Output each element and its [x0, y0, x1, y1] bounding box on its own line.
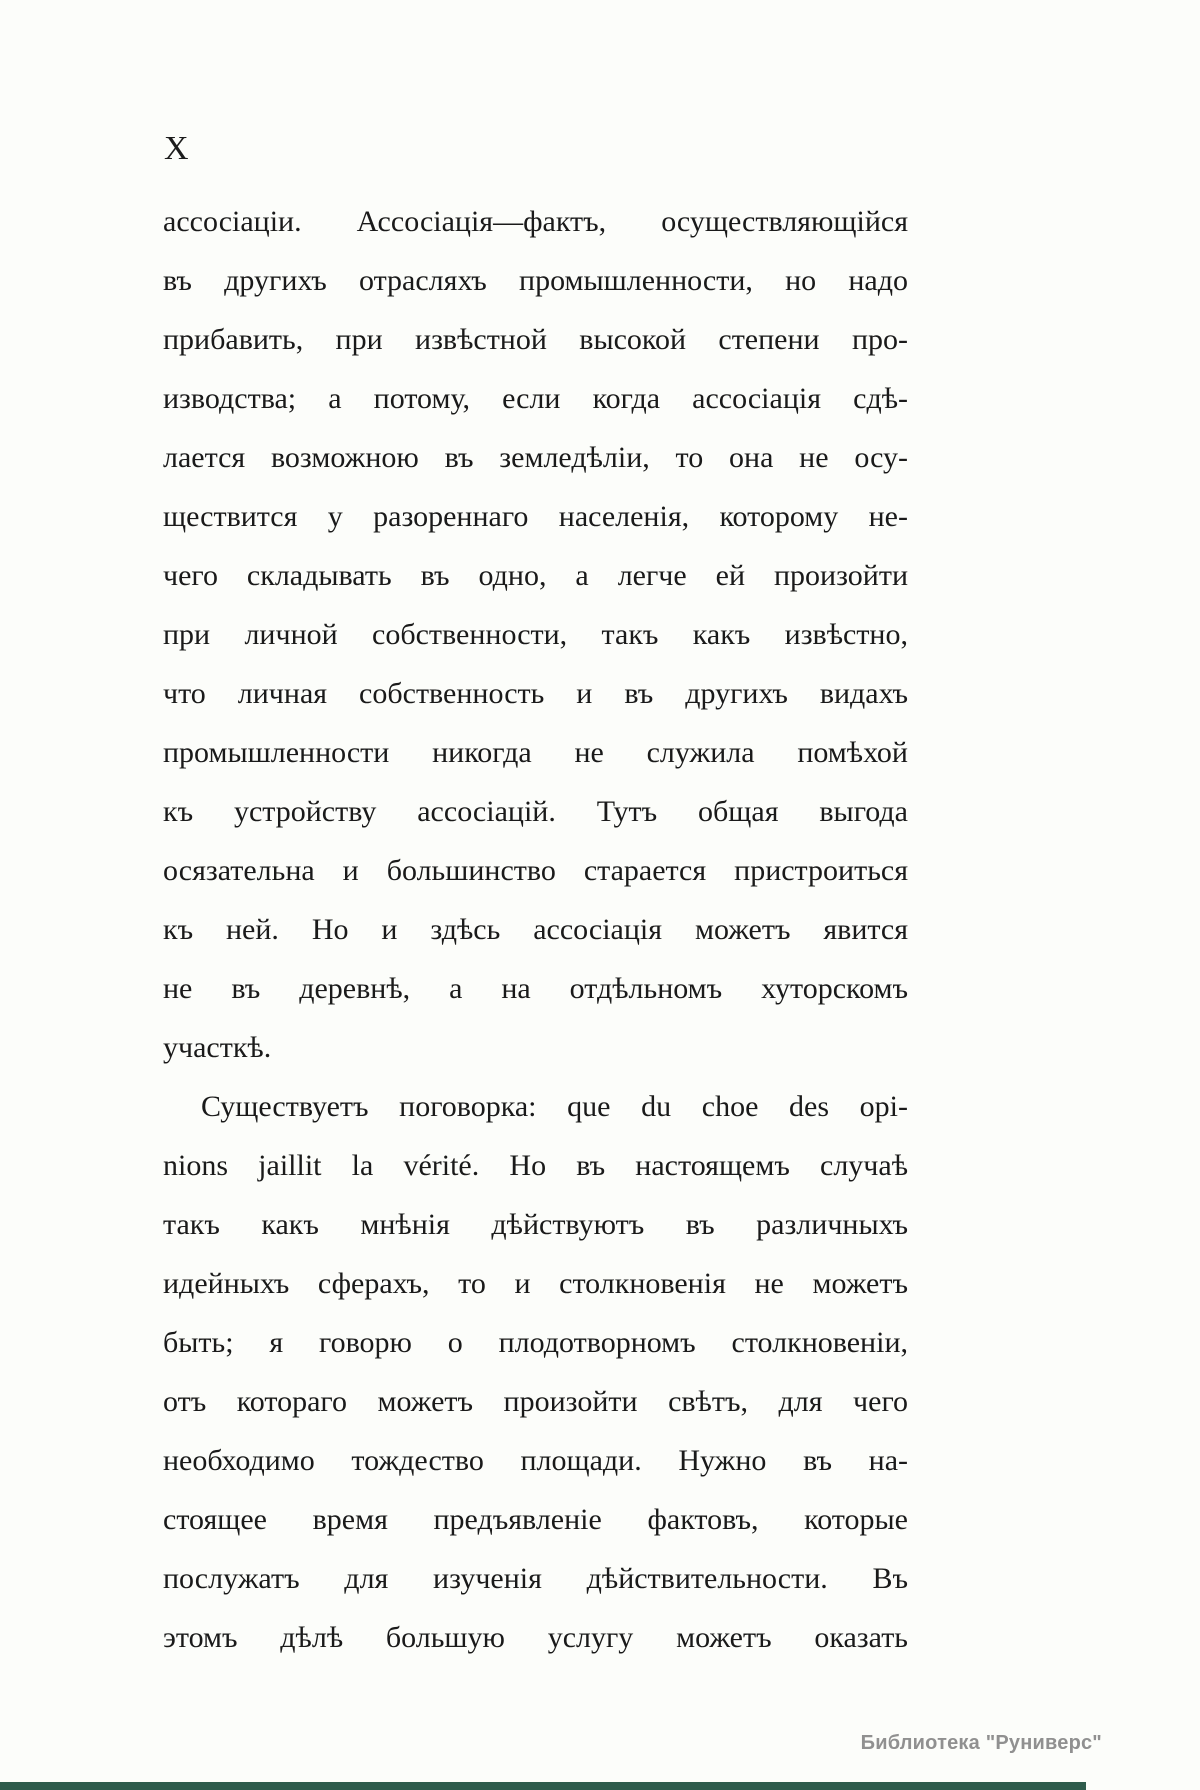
text-line: изводства; а потому, если когда ассосіація сдѣ- [163, 382, 908, 415]
page-number: X [164, 130, 189, 167]
text-line: осязательна и большинство старается пристроиться [163, 854, 908, 887]
text-line: что личная собственность и въ другихъ видахъ [163, 677, 908, 710]
text-line: необходимо тождество площади. Нужно въ на- [163, 1444, 908, 1477]
page-text-block [163, 192, 908, 1667]
text-line: промышленности никогда не служила помѣхой [163, 736, 908, 769]
text-line: лается возможною въ земледѣліи, то она не осу- [163, 441, 908, 474]
text-line: этомъ дѣлѣ большую услугу можетъ оказать [163, 1621, 908, 1654]
text-line: быть; я говорю о плодотворномъ столкновеніи, [163, 1326, 908, 1359]
text-line: прибавить, при извѣстной высокой степени про- [163, 323, 908, 356]
text-line: ассосіаціи. Ассосіація—фактъ, осуществляющійся [163, 205, 908, 238]
text-line: чего складывать въ одно, а легче ей произойти [163, 559, 908, 592]
text-line: въ другихъ отрасляхъ промышленности, но надо [163, 264, 908, 297]
text-line: такъ какъ мнѣнія дѣйствуютъ въ различныхъ [163, 1208, 908, 1241]
text-line: стоящее время предъявленіе фактовъ, которые [163, 1503, 908, 1536]
text-line: къ устройству ассосіацій. Тутъ общая выгода [163, 795, 908, 828]
text-line: при личной собственности, такъ какъ извѣстно, [163, 618, 908, 651]
text-line: ществится у разореннаго населенія, которому не- [163, 500, 908, 533]
text-line: послужатъ для изученія дѣйствительности. Въ [163, 1562, 908, 1595]
text-line: къ ней. Но и здѣсь ассосіація можетъ явится [163, 913, 908, 946]
text-line: Существуетъ поговорка: que du choe des opi- [201, 1090, 908, 1123]
text-line: nions jaillit la vérité. Но въ настоящемъ случаѣ [163, 1149, 908, 1182]
text-line: идейныхъ сферахъ, то и столкновенія не можетъ [163, 1267, 908, 1300]
viewer-bottom-bar [0, 1782, 1086, 1790]
text-line: участкѣ. [163, 1031, 272, 1064]
text-line: не въ деревнѣ, а на отдѣльномъ хуторскомъ [163, 972, 908, 1005]
text-line: отъ котораго можетъ произойти свѣтъ, для чего [163, 1385, 908, 1418]
library-watermark: Библиотека "Руниверс" [860, 1732, 1102, 1754]
